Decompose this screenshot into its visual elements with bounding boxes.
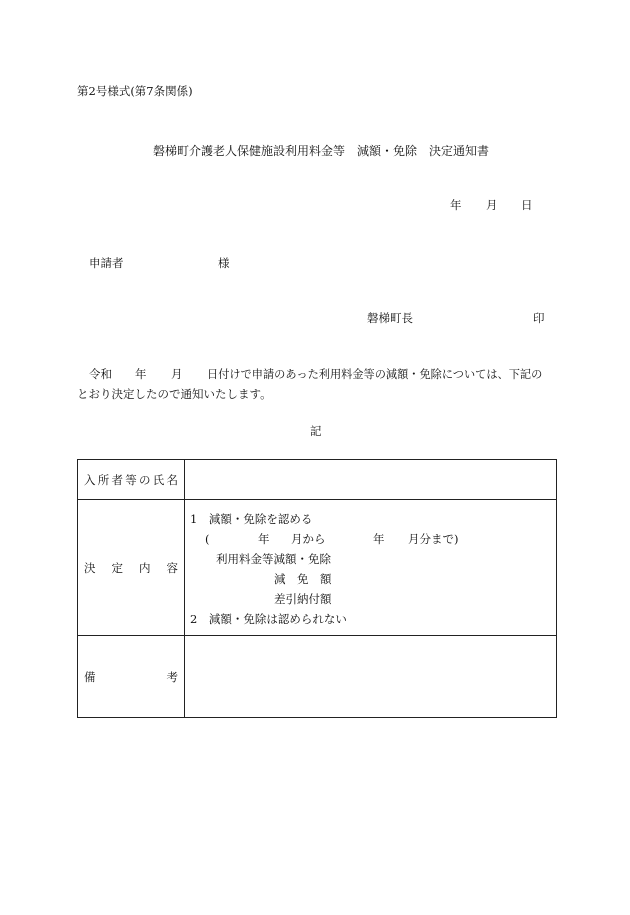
seal-mark: 印 bbox=[533, 311, 545, 325]
applicant-label: 申請者 bbox=[89, 256, 124, 270]
label-char: 内 bbox=[139, 560, 151, 575]
period-from: 月から bbox=[291, 532, 326, 546]
era-label: 令和 bbox=[89, 367, 112, 381]
form-number: 第2号様式(第7条関係) bbox=[77, 84, 193, 98]
period-year-2: 年 bbox=[373, 532, 385, 546]
label-char: の bbox=[139, 472, 151, 487]
body-year-label: 年 bbox=[135, 367, 147, 381]
table-row-decision bbox=[78, 500, 557, 636]
body-text-rest: 日付けで申請のあった利用料金等の減額・免除については、下記の bbox=[207, 368, 543, 381]
label-char: 者 bbox=[111, 472, 123, 487]
net-payment-label: 差引納付額 bbox=[274, 592, 332, 606]
period-open: ( bbox=[205, 532, 210, 546]
name-label bbox=[78, 472, 184, 488]
label-char: 定 bbox=[111, 560, 123, 575]
name-value-cell bbox=[185, 460, 557, 500]
label-char: 備 bbox=[84, 669, 96, 684]
date-year-label: 年 bbox=[450, 198, 462, 212]
fee-reduction-label: 利用料金等減額・免除 bbox=[216, 552, 331, 566]
decision-label-cell bbox=[78, 500, 185, 636]
applicant-honorific: 様 bbox=[218, 256, 230, 270]
decision-table bbox=[77, 459, 557, 718]
decision-item-2: 2 減額・免除は認められない bbox=[190, 612, 347, 626]
label-char: 所 bbox=[97, 472, 110, 487]
decision-item-1: 1 減額・免除を認める bbox=[190, 512, 313, 526]
body-line-1 bbox=[89, 369, 542, 381]
period-to: 月分まで) bbox=[408, 532, 459, 546]
remarks-label bbox=[78, 669, 184, 685]
label-char: 決 bbox=[84, 560, 96, 575]
label-char: 氏 bbox=[152, 472, 165, 487]
label-char: 容 bbox=[166, 560, 178, 575]
document-title: 磐梯町介護老人保健施設利用料金等 減額・免除 決定通知書 bbox=[153, 144, 490, 158]
table-row-name bbox=[78, 460, 557, 500]
date-day-label: 日 bbox=[521, 198, 533, 212]
label-char: 名 bbox=[166, 472, 178, 487]
table-row-remarks bbox=[78, 636, 557, 718]
body-month-label: 月 bbox=[171, 367, 183, 381]
reduction-amount-label: 減 免 額 bbox=[274, 572, 332, 586]
ki-heading: 記 bbox=[310, 424, 322, 438]
body-line-2: とおり決定したので通知いたします。 bbox=[77, 387, 272, 401]
label-char: 考 bbox=[166, 669, 178, 684]
date-month-label: 月 bbox=[486, 198, 498, 212]
decision-label bbox=[78, 560, 184, 576]
label-char: 入 bbox=[84, 472, 96, 487]
issuer-title: 磐梯町長 bbox=[367, 311, 413, 325]
decision-content-cell bbox=[185, 500, 557, 636]
period-year-1: 年 bbox=[258, 532, 270, 546]
remarks-label-cell bbox=[78, 636, 185, 718]
remarks-value-cell bbox=[185, 636, 557, 718]
label-char: 等 bbox=[125, 472, 137, 487]
name-label-cell bbox=[78, 460, 185, 500]
